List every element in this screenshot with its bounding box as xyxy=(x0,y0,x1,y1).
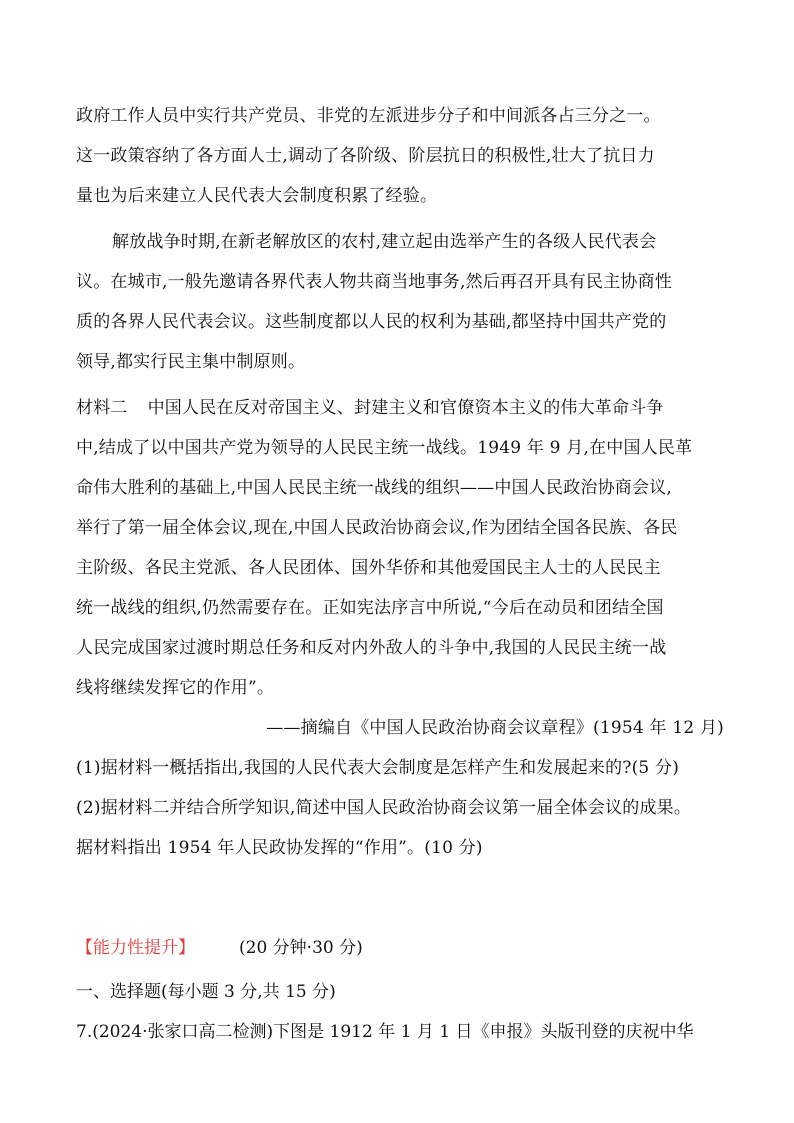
question-7: 7.(2024·张家口高二检测)下图是 1912 年 1 月 1 日《申报》头版刊登的庆祝中华 xyxy=(76,1022,694,1042)
text-line: 线将继续发挥它的作用”。 xyxy=(76,678,275,698)
text-line: 中国人民在反对帝国主义、封建主义和官僚资本主义的伟大革命斗争 xyxy=(147,398,664,418)
part-1 xyxy=(76,972,736,1052)
paragraph-2 xyxy=(76,222,724,382)
text-line: 质的各界人民代表会议。这些制度都以人民的权利为基础,都坚持中国共产党的 xyxy=(76,312,667,332)
text-line: 解放战争时期,在新老解放区的农村,建立起由选举产生的各级人民代表会 xyxy=(112,232,657,252)
text-line: 命伟大胜利的基础上,中国人民民主统一战线的组织——中国人民政治协商会议, xyxy=(76,478,673,498)
section-heading xyxy=(76,932,363,964)
section-time: (20 分钟·30 分) xyxy=(239,938,363,958)
text-line: 举行了第一届全体会议,现在,中国人民政治协商会议,作为团结全国各民族、各民 xyxy=(76,518,678,538)
text-line: 统一战线的组织,仍然需要存在。正如宪法序言中所说,“今后在动员和团结全国 xyxy=(76,598,664,618)
material-2 xyxy=(76,388,724,868)
question-1: (1)据材料一概括指出,我国的人民代表大会制度是怎样产生和发展起来的?(5 分) xyxy=(76,758,680,778)
paragraph-1 xyxy=(76,96,724,216)
text-line: 人民完成国家过渡时期总任务和反对内外敌人的斗争中,我国的人民民主统一战 xyxy=(76,638,667,658)
part-1-heading: 一、选择题(每小题 3 分,共 15 分) xyxy=(76,982,336,1002)
material-label: 材料二 xyxy=(76,398,128,418)
text-line: 政府工作人员中实行共产党员、非党的左派进步分子和中间派各占三分之一。 xyxy=(76,106,661,126)
source-citation: ——摘编自《中国人民政治协商会议章程》(1954 年 12 月) xyxy=(266,718,724,738)
text-line: 量也为后来建立人民代表大会制度积累了经验。 xyxy=(76,186,438,206)
section-bracket-open: 【 xyxy=(76,938,93,958)
text-line: 主阶级、各民主党派、各人民团体、国外华侨和其他爱国民主人士的人民民主 xyxy=(76,558,661,578)
text-line: 这一政策容纳了各方面人士,调动了各阶级、阶层抗日的积极性,壮大了抗日力 xyxy=(76,146,655,166)
text-line: 议。在城市,一般先邀请各界代表人物共商当地事务,然后再召开具有民主协商性 xyxy=(76,272,673,292)
text-line: 领导,都实行民主集中制原则。 xyxy=(76,352,306,372)
section-title: 能力性提升 xyxy=(93,938,178,958)
section-bracket-close: 】 xyxy=(178,938,195,958)
question-2: (2)据材料二并结合所学知识,简述中国人民政治协商会议第一届全体会议的成果。 xyxy=(76,798,692,818)
question-2-continued: 据材料指出 1954 年人民政协发挥的“作用”。(10 分) xyxy=(76,838,483,858)
text-line: 中,结成了以中国共产党为领导的人民民主统一战线。1949 年 9 月,在中国人民革 xyxy=(76,438,693,458)
material-2-first-line xyxy=(76,388,724,428)
